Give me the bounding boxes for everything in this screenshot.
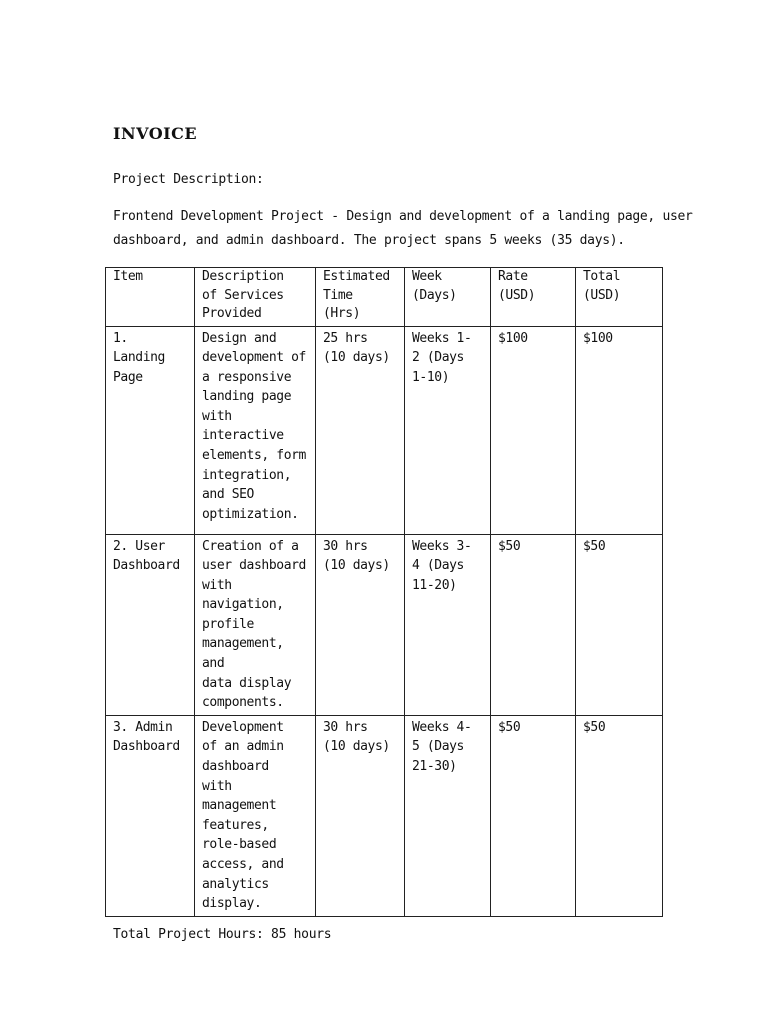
table-header-row	[106, 268, 663, 327]
project-description-line-2: dashboard, and admin dashboard. The project spans 5 weeks (35 days).	[113, 233, 625, 248]
cell-week: Weeks 4- 5 (Days 21-30)	[405, 715, 491, 916]
cell-item: 1. Landing Page	[106, 326, 195, 534]
project-description-line-1: Frontend Development Project - Design and development of a landing page, user	[113, 209, 693, 224]
header-description: Description of Services Provided	[195, 268, 316, 327]
cell-time: 30 hrs (10 days)	[316, 534, 405, 715]
cell-description: Creation of a user dashboard with navigation, profile management, and data display components.	[195, 534, 316, 715]
project-description-label: Project Description:	[113, 172, 264, 187]
cell-week: Weeks 1- 2 (Days 1-10)	[405, 326, 491, 534]
cell-total: $50	[576, 715, 663, 916]
cell-rate: $100	[491, 326, 576, 534]
cell-time: 25 hrs (10 days)	[316, 326, 405, 534]
cell-item: 3. Admin Dashboard	[106, 715, 195, 916]
cell-time: 30 hrs (10 days)	[316, 715, 405, 916]
cell-week: Weeks 3- 4 (Days 11-20)	[405, 534, 491, 715]
table-row	[106, 326, 663, 534]
table-row	[106, 534, 663, 715]
invoice-title: INVOICE	[113, 124, 198, 143]
header-total: Total (USD)	[576, 268, 663, 327]
cell-description: Design and development of a responsive landing page with interactive elements, form integration, and SEO optimization.	[195, 326, 316, 534]
cell-rate: $50	[491, 715, 576, 916]
cell-total: $50	[576, 534, 663, 715]
header-week: Week (Days)	[405, 268, 491, 327]
header-estimated-time: Estimated Time (Hrs)	[316, 268, 405, 327]
cell-item: 2. User Dashboard	[106, 534, 195, 715]
total-project-hours: Total Project Hours: 85 hours	[113, 927, 332, 942]
cell-description: Development of an admin dashboard with management features, role-based access, and analytics display.	[195, 715, 316, 916]
invoice-table	[105, 267, 663, 917]
header-item: Item	[106, 268, 195, 327]
cell-rate: $50	[491, 534, 576, 715]
header-rate: Rate (USD)	[491, 268, 576, 327]
cell-total: $100	[576, 326, 663, 534]
table-row	[106, 715, 663, 916]
